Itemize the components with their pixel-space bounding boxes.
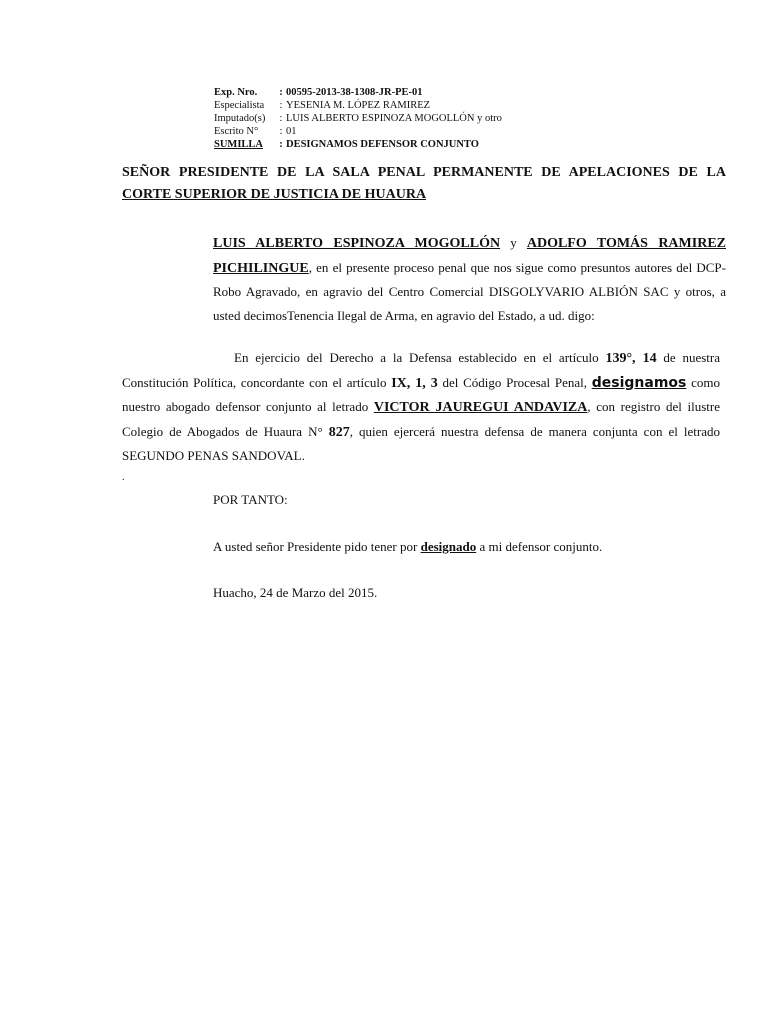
imputados-label: Imputado(s)	[214, 113, 266, 124]
designado-word: designado	[420, 539, 477, 554]
exp-label: Exp. Nro.	[214, 87, 258, 98]
separator: :	[279, 87, 283, 98]
body-text-1: En ejercicio del Derecho a la Defensa establecido en el artículo	[234, 350, 606, 365]
stray-dot: .	[122, 472, 125, 483]
escrito-label: Escrito N°	[214, 126, 259, 137]
separator: :	[279, 113, 283, 124]
imputados-value: LUIS ALBERTO ESPINOZA MOGOLLÓN y otro	[286, 113, 502, 124]
header-imputados-row	[214, 112, 502, 125]
party-name-2: ADOLFO TOMÁS RAMIREZ PICHILINGUE	[213, 236, 726, 276]
separator: :	[279, 139, 283, 150]
party-name-1: LUIS ALBERTO ESPINOZA MOGOLLÓN	[213, 236, 501, 251]
article-ix: IX	[391, 375, 407, 391]
addressee	[122, 162, 726, 206]
date-line: Huacho, 24 de Marzo del 2015.	[213, 585, 378, 600]
case-header	[214, 86, 502, 151]
exp-value: 00595-2013-38-1308-JR-PE-01	[286, 87, 423, 98]
body-text-6: , quien ejercerá nuestra defensa de manera conjunta con el letrado SEGUNDO PENAS SANDOVAL.	[122, 423, 720, 463]
por-tanto: POR TANTO:	[213, 492, 288, 507]
especialista-label: Especialista	[214, 100, 265, 111]
addressee-line-1: SEÑOR PRESIDENTE DE LA SALA PENAL PERMANENTE DE APELACIONES DE LA	[122, 165, 726, 180]
main-paragraph	[122, 346, 720, 468]
addressee-line-2: CORTE SUPERIOR DE JUSTICIA DE HUAURA	[122, 187, 427, 202]
request-line	[213, 539, 602, 555]
comma: ,	[406, 375, 416, 391]
article-1: 1	[415, 375, 423, 391]
article-139: 139°	[605, 351, 633, 366]
header-escrito-row	[214, 125, 502, 138]
body-text-2: de nuestra Constitución Política, concordante con el artículo	[122, 350, 720, 390]
body-text-5: , con registro del ilustre Colegio de Abogados de Huaura N°	[122, 399, 720, 439]
comma: ,	[632, 351, 643, 366]
parties-text: , en el presente proceso penal que nos sigue como presuntos autores del DCP-Robo Agravado, en agravio del Centro Comercial DISGOLYVARIO ALBIÓN SAC y otros, a usted decimosTenencia Ilegal de Arma, en agravio del Estado, a ud. digo:	[213, 259, 726, 323]
body-text-3: del Código Procesal Penal,	[437, 374, 592, 390]
separator: :	[279, 126, 283, 137]
body-text-4: como nuestro abogado defensor conjunto al letrado	[122, 374, 720, 414]
sumilla-value: DESIGNAMOS DEFENSOR CONJUNTO	[286, 139, 479, 150]
header-especialista-row	[214, 99, 502, 112]
article-3: 3	[430, 375, 438, 391]
parties-paragraph	[213, 231, 726, 327]
separator: :	[279, 100, 283, 111]
article-14: 14	[642, 351, 657, 366]
sumilla-label: SUMILLA	[214, 139, 264, 150]
escrito-value: 01	[286, 126, 297, 137]
request-post: a mi defensor conjunto.	[476, 539, 603, 554]
lawyer-name: VICTOR JAUREGUI ANDAVIZA	[373, 400, 588, 415]
designamos-word: designamos	[591, 374, 687, 391]
header-sumilla-row	[214, 138, 502, 151]
header-exp-row	[214, 86, 502, 99]
request-pre: A usted señor Presidente pido tener por	[213, 539, 421, 554]
especialista-value: YESENIA M. LÓPEZ RAMIREZ	[286, 100, 431, 111]
registry-number: 827	[328, 424, 350, 440]
comma: ,	[422, 375, 431, 391]
party-conjunction: y	[500, 235, 527, 250]
